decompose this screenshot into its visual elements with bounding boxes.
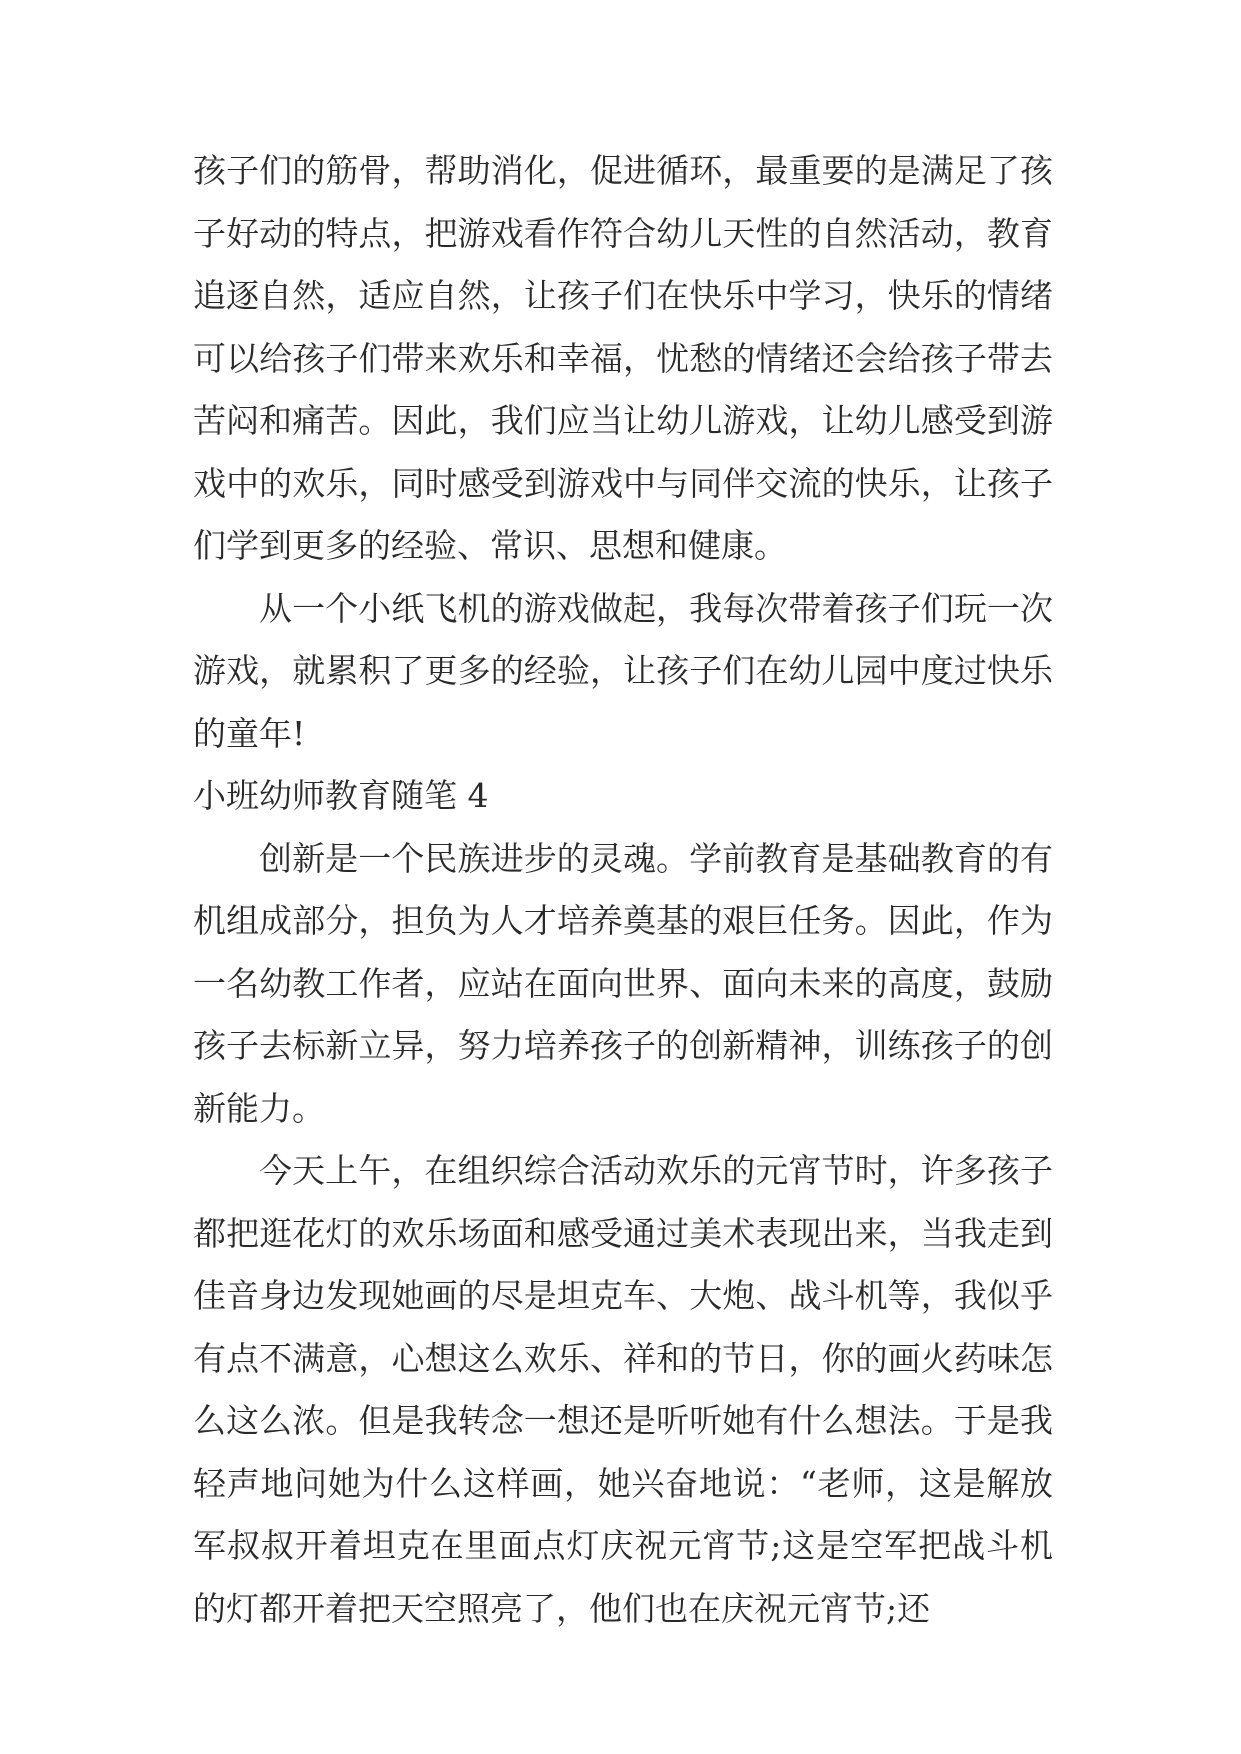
paragraph-4: 今天上午，在组织综合活动欢乐的元宵节时，许多孩子都把逛花灯的欢乐场面和感受通过美术表现出来，当我走到佳音身边发现她画的尽是坦克车、大炮、战斗机等，我似乎有点不满意，心想这么欢乐、祥和的节日，你的画火药味怎么这么浓。但是我转念一想还是听听她有什么想法。于是我轻声地问她为什么这样画，她兴奋地说：“老师，这是解放军叔叔开着坦克在里面点灯庆祝元宵节;这是空军把战斗机的灯都开着把天空照亮了，他们也在庆祝元宵节;还 <box>193 1151 1053 1628</box>
paragraph-1: 孩子们的筋骨，帮助消化，促进循环，最重要的是满足了孩子好动的特点，把游戏看作符合幼儿天性的自然活动，教育追逐自然，适应自然，让孩子们在快乐中学习，快乐的情绪可以给孩子们带来欢乐和幸福，忧愁的情绪还会给孩子带去苦闷和痛苦。因此，我们应当让幼儿游戏，让幼儿感受到游戏中的欢乐，同时感受到游戏中与同伴交流的快乐，让孩子们学到更多的经验、常识、思想和健康。 <box>193 151 1053 565</box>
paragraph-3: 创新是一个民族进步的灵魂。学前教育是基础教育的有机组成部分，担负为人才培养奠基的艰巨任务。因此，作为一名幼教工作者，应站在面向世界、面向未来的高度，鼓励孩子去标新立异，努力培养孩子的创新精神，训练孩子的创新能力。 <box>193 838 1053 1128</box>
section-heading: 小班幼师教育随笔 4 <box>193 776 489 815</box>
document-body <box>193 140 1053 1640</box>
paragraph-2: 从一个小纸飞机的游戏做起，我每次带着孩子们玩一次游戏，就累积了更多的经验，让孩子们在幼儿园中度过快乐的童年! <box>193 588 1053 753</box>
